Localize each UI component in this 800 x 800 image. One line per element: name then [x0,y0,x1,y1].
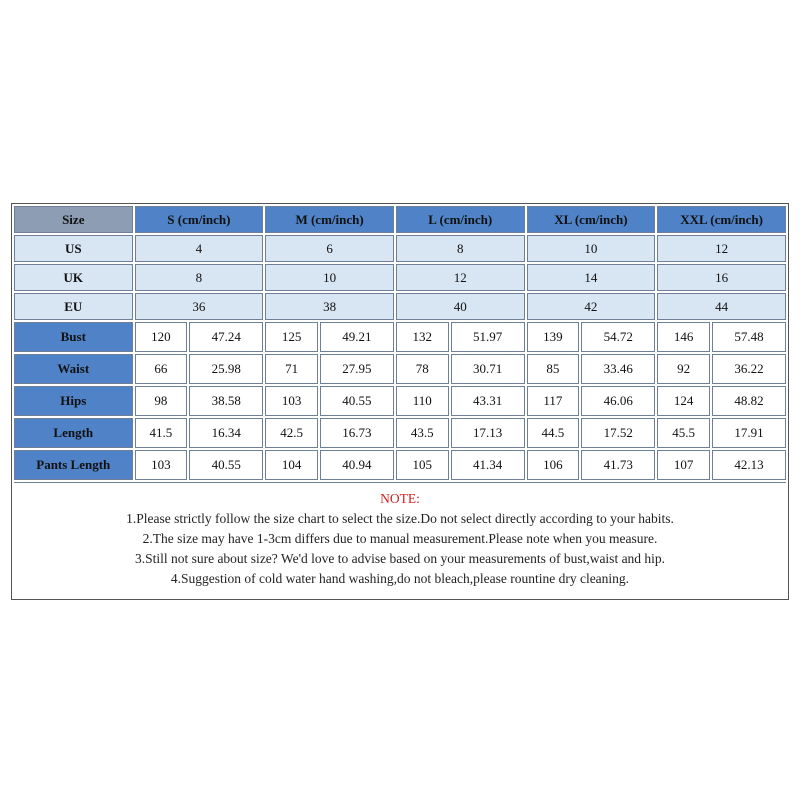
note-line-3: 3.Still not sure about size? We'd love to advise based on your measurements of bust,waist and hip. [134,551,666,566]
header-size-column: XL (cm/inch) [527,206,656,233]
row-label: UK [14,264,133,291]
cm-cell: 92 [657,354,710,384]
size-table [12,204,788,482]
table-cell: 38 [265,293,394,320]
note-line-2: 2.The size may have 1-3cm differs due to manual measurement.Please note when you measure. [142,531,658,546]
row-label: Length [14,418,133,448]
cm-cell: 117 [527,386,580,416]
cm-cell: 110 [396,386,449,416]
inch-cell: 25.98 [189,354,263,384]
table-cell: 14 [527,264,656,291]
size-table-body [14,206,786,480]
size-chart [11,203,789,600]
cm-cell: 146 [657,322,710,352]
cm-cell: 103 [265,386,318,416]
measurement-row [14,450,786,480]
inch-cell: 38.58 [189,386,263,416]
header-size-column: L (cm/inch) [396,206,525,233]
inch-cell: 40.55 [320,386,394,416]
cm-cell: 125 [265,322,318,352]
table-cell: 4 [135,235,264,262]
inch-cell: 17.13 [451,418,525,448]
inch-cell: 40.55 [189,450,263,480]
conversion-row [14,235,786,262]
table-cell: 10 [265,264,394,291]
inch-cell: 46.06 [581,386,655,416]
cm-cell: 98 [135,386,188,416]
table-cell: 16 [657,264,786,291]
table-cell: 6 [265,235,394,262]
inch-cell: 47.24 [189,322,263,352]
table-cell: 44 [657,293,786,320]
row-label: Waist [14,354,133,384]
inch-cell: 48.82 [712,386,786,416]
inch-cell: 36.22 [712,354,786,384]
cm-cell: 120 [135,322,188,352]
header-size-column: XXL (cm/inch) [657,206,786,233]
cm-cell: 85 [527,354,580,384]
inch-cell: 51.97 [451,322,525,352]
header-size-label: Size [14,206,133,233]
row-label: EU [14,293,133,320]
table-cell: 42 [527,293,656,320]
inch-cell: 41.73 [581,450,655,480]
note-title: NOTE: [380,491,420,506]
conversion-row [14,293,786,320]
note-section [14,482,786,597]
cm-cell: 78 [396,354,449,384]
header-row [14,206,786,233]
note-line-4: 4.Suggestion of cold water hand washing,do not bleach,please rountine dry cleaning. [170,571,630,586]
cm-cell: 124 [657,386,710,416]
cm-cell: 45.5 [657,418,710,448]
inch-cell: 16.34 [189,418,263,448]
table-cell: 8 [135,264,264,291]
table-cell: 12 [396,264,525,291]
inch-cell: 43.31 [451,386,525,416]
cm-cell: 104 [265,450,318,480]
row-label: US [14,235,133,262]
inch-cell: 54.72 [581,322,655,352]
cm-cell: 106 [527,450,580,480]
inch-cell: 27.95 [320,354,394,384]
cm-cell: 105 [396,450,449,480]
inch-cell: 49.21 [320,322,394,352]
inch-cell: 42.13 [712,450,786,480]
inch-cell: 57.48 [712,322,786,352]
cm-cell: 103 [135,450,188,480]
row-label: Hips [14,386,133,416]
inch-cell: 33.46 [581,354,655,384]
table-cell: 40 [396,293,525,320]
cm-cell: 139 [527,322,580,352]
table-cell: 36 [135,293,264,320]
cm-cell: 43.5 [396,418,449,448]
measurement-row [14,418,786,448]
inch-cell: 17.91 [712,418,786,448]
conversion-row [14,264,786,291]
cm-cell: 41.5 [135,418,188,448]
row-label: Pants Length [14,450,133,480]
measurement-row [14,354,786,384]
inch-cell: 16.73 [320,418,394,448]
inch-cell: 17.52 [581,418,655,448]
table-cell: 12 [657,235,786,262]
cm-cell: 71 [265,354,318,384]
measurement-row [14,322,786,352]
cm-cell: 132 [396,322,449,352]
cm-cell: 44.5 [527,418,580,448]
header-size-column: S (cm/inch) [135,206,264,233]
inch-cell: 41.34 [451,450,525,480]
table-cell: 10 [527,235,656,262]
note-line-1: 1.Please strictly follow the size chart to select the size.Do not select directly according to your habits. [126,511,674,526]
cm-cell: 107 [657,450,710,480]
row-label: Bust [14,322,133,352]
cm-cell: 66 [135,354,188,384]
inch-cell: 30.71 [451,354,525,384]
header-size-column: M (cm/inch) [265,206,394,233]
table-cell: 8 [396,235,525,262]
measurement-row [14,386,786,416]
inch-cell: 40.94 [320,450,394,480]
cm-cell: 42.5 [265,418,318,448]
